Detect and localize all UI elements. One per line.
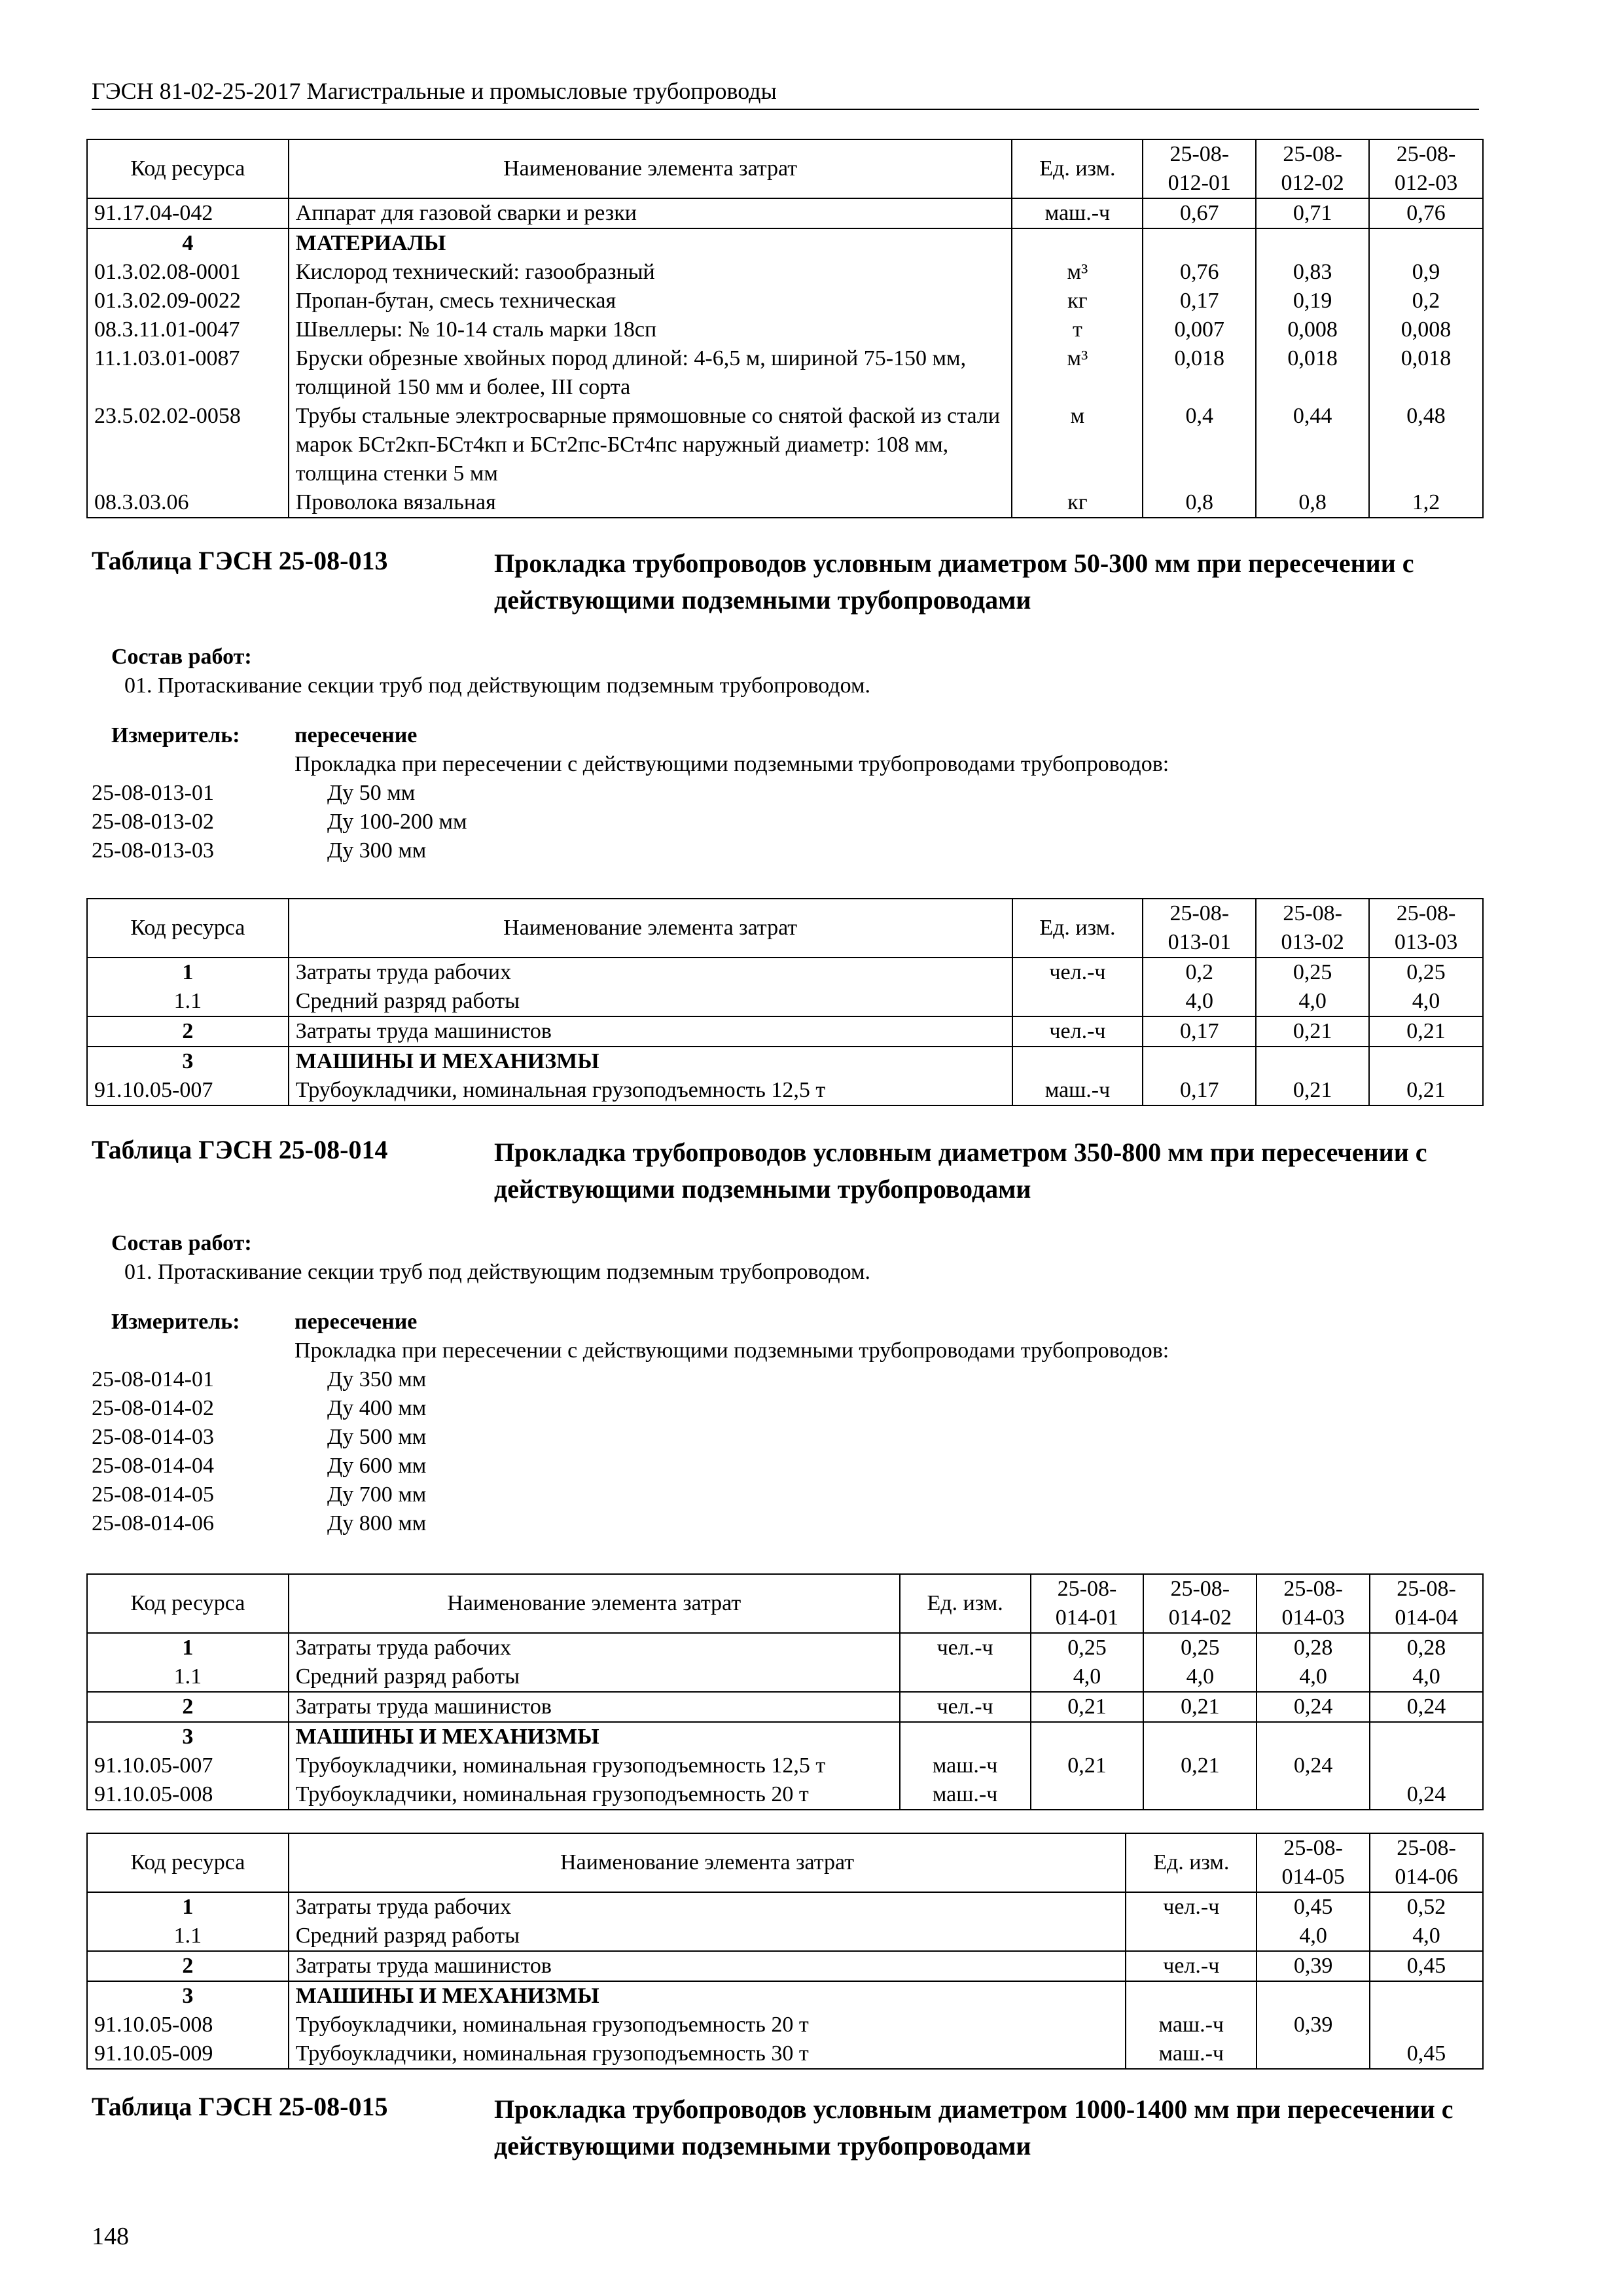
resource-unit xyxy=(1012,228,1143,258)
col-header-norm: 25-08-013-03 xyxy=(1369,899,1483,958)
norm-value: 0,24 xyxy=(1370,1780,1483,1810)
norm-value xyxy=(1257,1981,1370,2011)
resource-code: 3 xyxy=(87,1981,289,2011)
norm-value: 0,52 xyxy=(1370,1892,1483,1922)
col-header-norm: 25-08-012-01 xyxy=(1143,139,1256,198)
resource-unit: м xyxy=(1012,402,1143,488)
table-code: Таблица ГЭСН 25-08-014 xyxy=(92,1135,388,1164)
norm-value: 0,17 xyxy=(1143,1076,1256,1105)
norm-value: 0,25 xyxy=(1031,1633,1144,1662)
resource-name: Кислород технический: газообразный xyxy=(289,258,1012,287)
norm-value: 0,24 xyxy=(1257,1751,1370,1780)
norm-diameter: Ду 100-200 мм xyxy=(327,810,467,834)
table-row xyxy=(87,287,1483,315)
resource-code: 1 xyxy=(87,1633,289,1662)
resource-code: 1.1 xyxy=(87,987,289,1016)
norm-value: 4,0 xyxy=(1031,1662,1144,1692)
composition-text: 01. Протаскивание секции труб под действующим подземным трубопроводом. xyxy=(124,673,870,698)
norm-value: 0,008 xyxy=(1369,315,1483,344)
unit-label: Измеритель: xyxy=(111,1310,240,1334)
col-header-unit: Ед. изм. xyxy=(1126,1833,1257,1892)
col-header-code: Код ресурса xyxy=(87,899,289,958)
norm-diameter: Ду 700 мм xyxy=(327,1482,427,1507)
norm-code: 25-08-014-06 xyxy=(92,1511,214,1535)
list-item xyxy=(92,1394,1466,1423)
norm-diameter: Ду 400 мм xyxy=(327,1396,427,1420)
page-number: 148 xyxy=(92,2223,129,2250)
norm-description: Прокладка при пересечении с действующими подземными трубопроводами трубопроводов: xyxy=(294,752,1169,776)
table-row xyxy=(87,1922,1483,1951)
norm-diameter: Ду 350 мм xyxy=(327,1367,427,1391)
list-item xyxy=(92,1365,1466,1394)
norm-value xyxy=(1257,2039,1370,2069)
resource-code: 2 xyxy=(87,1016,289,1047)
table-row xyxy=(87,2039,1483,2069)
resource-unit: кг xyxy=(1012,287,1143,315)
resource-name: Проволока вязальная xyxy=(289,488,1012,518)
resource-name: Трубоукладчики, номинальная грузоподъемность 12,5 т xyxy=(289,1751,900,1780)
resource-unit: т xyxy=(1012,315,1143,344)
resource-code: 1.1 xyxy=(87,1922,289,1951)
norm-value: 0,2 xyxy=(1369,287,1483,315)
resource-name: Затраты труда рабочих xyxy=(289,958,1012,987)
norm-value: 0,28 xyxy=(1257,1633,1370,1662)
table-row xyxy=(87,1047,1483,1076)
col-header-norm: 25-08-014-06 xyxy=(1370,1833,1483,1892)
col-header-name: Наименование элемента затрат xyxy=(289,139,1012,198)
col-header-name: Наименование элемента затрат xyxy=(289,899,1012,958)
unit-value: пересечение xyxy=(294,1310,418,1334)
resource-name: Затраты труда рабочих xyxy=(289,1892,1126,1922)
norm-value: 0,21 xyxy=(1031,1692,1144,1722)
norm-value: 0,2 xyxy=(1143,958,1256,987)
resource-unit: чел.-ч xyxy=(1126,1892,1257,1922)
col-header-norm: 25-08-014-02 xyxy=(1143,1574,1257,1633)
resource-code: 4 xyxy=(87,228,289,258)
unit-value: пересечение xyxy=(294,723,418,747)
table-row xyxy=(87,228,1483,258)
norm-value: 0,018 xyxy=(1143,344,1256,402)
norm-code: 25-08-014-05 xyxy=(92,1482,214,1507)
resource-unit: маш.-ч xyxy=(1012,198,1143,228)
resource-code: 3 xyxy=(87,1047,289,1076)
col-header-code: Код ресурса xyxy=(87,139,289,198)
norm-value: 0,9 xyxy=(1369,258,1483,287)
resource-name: Трубоукладчики, номинальная грузоподъемность 12,5 т xyxy=(289,1076,1012,1105)
norm-value: 0,008 xyxy=(1256,315,1369,344)
composition-text: 01. Протаскивание секции труб под действующим подземным трубопроводом. xyxy=(124,1260,870,1284)
norm-value: 0,21 xyxy=(1143,1692,1257,1722)
norm-value: 0,76 xyxy=(1369,198,1483,228)
resource-name: Средний разряд работы xyxy=(289,1662,900,1692)
col-header-unit: Ед. изм. xyxy=(1012,899,1143,958)
resource-code: 08.3.03.06 xyxy=(87,488,289,518)
table-row xyxy=(87,2011,1483,2039)
norm-value: 0,24 xyxy=(1370,1692,1483,1722)
norm-value: 0,83 xyxy=(1256,258,1369,287)
resource-unit xyxy=(1012,1047,1143,1076)
norm-value: 0,8 xyxy=(1256,488,1369,518)
col-header-norm: 25-08-013-02 xyxy=(1256,899,1369,958)
table-row xyxy=(87,198,1483,228)
norm-value xyxy=(1143,1722,1257,1751)
list-item xyxy=(92,836,1466,865)
norm-value xyxy=(1031,1722,1144,1751)
norm-code: 25-08-014-03 xyxy=(92,1425,214,1449)
norm-value: 0,21 xyxy=(1031,1751,1144,1780)
norm-diameter: Ду 800 мм xyxy=(327,1511,427,1535)
table-row xyxy=(87,1076,1483,1105)
norm-value xyxy=(1256,1047,1369,1076)
composition-label: Состав работ: xyxy=(111,645,252,669)
norm-value: 0,17 xyxy=(1143,1016,1256,1047)
norm-value: 0,4 xyxy=(1143,402,1256,488)
norm-diameter: Ду 300 мм xyxy=(327,838,427,863)
norm-value: 4,0 xyxy=(1369,987,1483,1016)
norm-value: 0,21 xyxy=(1143,1751,1257,1780)
norm-value xyxy=(1370,1751,1483,1780)
resource-table-25-08-014-b xyxy=(86,1833,1484,2070)
resource-unit xyxy=(900,1662,1031,1692)
table-row xyxy=(87,258,1483,287)
resource-unit: м³ xyxy=(1012,344,1143,402)
norm-value: 0,007 xyxy=(1143,315,1256,344)
resource-code: 2 xyxy=(87,1951,289,1981)
norm-value: 0,25 xyxy=(1256,958,1369,987)
norm-value xyxy=(1369,228,1483,258)
table-row xyxy=(87,315,1483,344)
norm-diameter: Ду 50 мм xyxy=(327,781,416,805)
table-row xyxy=(87,488,1483,518)
table-title: Прокладка трубопроводов условным диаметром 350-800 мм при пересечении с действующими подземными трубопроводами xyxy=(494,1138,1427,1204)
resource-name: Аппарат для газовой сварки и резки xyxy=(289,198,1012,228)
resource-unit: чел.-ч xyxy=(1126,1951,1257,1981)
table-code: Таблица ГЭСН 25-08-013 xyxy=(92,546,388,575)
norm-value: 0,76 xyxy=(1143,258,1256,287)
resource-unit: чел.-ч xyxy=(1012,958,1143,987)
norm-value: 0,17 xyxy=(1143,287,1256,315)
norm-value: 4,0 xyxy=(1370,1662,1483,1692)
resource-unit xyxy=(900,1722,1031,1751)
resource-name: Затраты труда машинистов xyxy=(289,1951,1126,1981)
resource-code: 23.5.02.02-0058 xyxy=(87,402,289,488)
resource-name: Пропан-бутан, смесь техническая xyxy=(289,287,1012,315)
norm-value xyxy=(1031,1780,1144,1810)
table-row xyxy=(87,1016,1483,1047)
resource-name: Затраты труда машинистов xyxy=(289,1016,1012,1047)
resource-code: 1 xyxy=(87,1892,289,1922)
norm-value: 0,25 xyxy=(1369,958,1483,987)
norm-code: 25-08-014-04 xyxy=(92,1454,214,1478)
resource-code: 91.10.05-008 xyxy=(87,1780,289,1810)
resource-unit: чел.-ч xyxy=(1012,1016,1143,1047)
composition-label: Состав работ: xyxy=(111,1231,252,1255)
resource-unit: маш.-ч xyxy=(1126,2011,1257,2039)
resource-table-25-08-014-a xyxy=(86,1573,1484,1810)
norm-value: 1,2 xyxy=(1369,488,1483,518)
norm-value: 0,8 xyxy=(1143,488,1256,518)
norm-code: 25-08-014-01 xyxy=(92,1367,214,1391)
resource-code: 91.10.05-007 xyxy=(87,1751,289,1780)
norm-value: 0,67 xyxy=(1143,198,1256,228)
resource-code: 91.17.04-042 xyxy=(87,198,289,228)
resource-name: Затраты труда машинистов xyxy=(289,1692,900,1722)
resource-unit: чел.-ч xyxy=(900,1692,1031,1722)
resource-code: 1.1 xyxy=(87,1662,289,1692)
work-description-013 xyxy=(92,643,1466,865)
list-item xyxy=(92,1509,1466,1538)
norm-value: 0,39 xyxy=(1257,1951,1370,1981)
col-header-norm: 25-08-012-02 xyxy=(1256,139,1369,198)
list-item xyxy=(92,779,1466,808)
list-item xyxy=(92,1480,1466,1509)
norm-value: 0,48 xyxy=(1369,402,1483,488)
resource-unit xyxy=(1126,1981,1257,2011)
norm-value: 0,19 xyxy=(1256,287,1369,315)
table-row xyxy=(87,1981,1483,2011)
norm-value: 0,018 xyxy=(1369,344,1483,402)
resource-code: 91.10.05-007 xyxy=(87,1076,289,1105)
norm-value: 0,39 xyxy=(1257,2011,1370,2039)
table-row xyxy=(87,1692,1483,1722)
resource-unit: чел.-ч xyxy=(900,1633,1031,1662)
norm-value: 4,0 xyxy=(1143,987,1256,1016)
table-row xyxy=(87,402,1483,488)
norm-value xyxy=(1143,1047,1256,1076)
resource-name: Трубоукладчики, номинальная грузоподъемность 30 т xyxy=(289,2039,1126,2069)
norm-value xyxy=(1257,1780,1370,1810)
norm-value: 4,0 xyxy=(1257,1922,1370,1951)
list-item xyxy=(92,808,1466,836)
norm-value xyxy=(1257,1722,1370,1751)
resource-table-25-08-013 xyxy=(86,898,1484,1106)
resource-table-25-08-012 xyxy=(86,139,1484,518)
norm-value: 0,21 xyxy=(1369,1016,1483,1047)
norm-value: 0,71 xyxy=(1256,198,1369,228)
col-header-code: Код ресурса xyxy=(87,1833,289,1892)
resource-unit: маш.-ч xyxy=(1126,2039,1257,2069)
resource-name: Средний разряд работы xyxy=(289,1922,1126,1951)
list-item xyxy=(92,1452,1466,1480)
norm-value: 0,018 xyxy=(1256,344,1369,402)
norm-value xyxy=(1369,1047,1483,1076)
resource-code: 1 xyxy=(87,958,289,987)
norm-value: 0,24 xyxy=(1257,1692,1370,1722)
section-heading: МАТЕРИАЛЫ xyxy=(289,228,1012,258)
resource-code: 01.3.02.08-0001 xyxy=(87,258,289,287)
norm-code: 25-08-013-03 xyxy=(92,838,214,863)
table-row xyxy=(87,1751,1483,1780)
norm-value: 0,21 xyxy=(1256,1076,1369,1105)
table-code: Таблица ГЭСН 25-08-015 xyxy=(92,2092,388,2121)
table-row xyxy=(87,1780,1483,1810)
col-header-name: Наименование элемента затрат xyxy=(289,1574,900,1633)
col-header-norm: 25-08-014-01 xyxy=(1031,1574,1144,1633)
norm-value: 0,21 xyxy=(1256,1016,1369,1047)
col-header-norm: 25-08-014-04 xyxy=(1370,1574,1483,1633)
col-header-unit: Ед. изм. xyxy=(900,1574,1031,1633)
norm-diameter: Ду 600 мм xyxy=(327,1454,427,1478)
norm-value xyxy=(1370,2011,1483,2039)
norm-value xyxy=(1143,228,1256,258)
col-header-norm: 25-08-014-05 xyxy=(1257,1833,1370,1892)
norm-code: 25-08-014-02 xyxy=(92,1396,214,1420)
resource-code: 08.3.11.01-0047 xyxy=(87,315,289,344)
resource-name: Затраты труда рабочих xyxy=(289,1633,900,1662)
norm-value: 0,45 xyxy=(1370,1951,1483,1981)
section-heading: МАШИНЫ И МЕХАНИЗМЫ xyxy=(289,1047,1012,1076)
resource-code: 2 xyxy=(87,1692,289,1722)
norm-value xyxy=(1256,228,1369,258)
norm-value: 4,0 xyxy=(1370,1922,1483,1951)
table-title: Прокладка трубопроводов условным диаметром 50-300 мм при пересечении с действующими подземными трубопроводами xyxy=(494,548,1414,615)
table-row xyxy=(87,1951,1483,1981)
col-header-name: Наименование элемента затрат xyxy=(289,1833,1126,1892)
norm-value xyxy=(1143,1780,1257,1810)
running-header: ГЭСН 81-02-25-2017 Магистральные и промысловые трубопроводы xyxy=(92,77,1479,110)
norm-value xyxy=(1370,1981,1483,2011)
norm-value: 0,21 xyxy=(1369,1076,1483,1105)
unit-label: Измеритель: xyxy=(111,723,240,747)
norm-value: 0,28 xyxy=(1370,1633,1483,1662)
resource-name: Трубоукладчики, номинальная грузоподъемность 20 т xyxy=(289,2011,1126,2039)
table-row xyxy=(87,1892,1483,1922)
norm-value: 0,45 xyxy=(1370,2039,1483,2069)
resource-unit xyxy=(1012,987,1143,1016)
norm-value: 4,0 xyxy=(1257,1662,1370,1692)
table-row xyxy=(87,958,1483,987)
table-row xyxy=(87,987,1483,1016)
resource-unit: м³ xyxy=(1012,258,1143,287)
norm-value: 4,0 xyxy=(1256,987,1369,1016)
resource-code: 11.1.03.01-0087 xyxy=(87,344,289,402)
table-row xyxy=(87,1722,1483,1751)
resource-unit: маш.-ч xyxy=(1012,1076,1143,1105)
list-item xyxy=(92,1423,1466,1452)
resource-code: 91.10.05-008 xyxy=(87,2011,289,2039)
table-title: Прокладка трубопроводов условным диаметром 1000-1400 мм при пересечении с действующими подземными трубопроводами xyxy=(494,2094,1454,2161)
resource-name: Трубоукладчики, номинальная грузоподъемность 20 т xyxy=(289,1780,900,1810)
col-header-norm: 25-08-013-01 xyxy=(1143,899,1256,958)
norm-diameter: Ду 500 мм xyxy=(327,1425,427,1449)
norm-description: Прокладка при пересечении с действующими подземными трубопроводами трубопроводов: xyxy=(294,1338,1169,1363)
norm-code: 25-08-013-02 xyxy=(92,810,214,834)
norm-value xyxy=(1370,1722,1483,1751)
resource-code: 3 xyxy=(87,1722,289,1751)
section-heading: МАШИНЫ И МЕХАНИЗМЫ xyxy=(289,1981,1126,2011)
work-description-014 xyxy=(92,1229,1466,1538)
resource-unit: кг xyxy=(1012,488,1143,518)
resource-name: Трубы стальные электросварные прямошовные со снятой фаской из стали марок БСт2кп-БСт4кп и БСт2пс-БСт4пс наружный диаметр: 108 мм, толщина стенки 5 мм xyxy=(289,402,1012,488)
resource-code: 91.10.05-009 xyxy=(87,2039,289,2069)
norm-value: 0,44 xyxy=(1256,402,1369,488)
norm-value: 4,0 xyxy=(1143,1662,1257,1692)
norm-code: 25-08-013-01 xyxy=(92,781,214,805)
section-heading: МАШИНЫ И МЕХАНИЗМЫ xyxy=(289,1722,900,1751)
resource-unit xyxy=(1126,1922,1257,1951)
col-header-unit: Ед. изм. xyxy=(1012,139,1143,198)
resource-name: Швеллеры: № 10-14 сталь марки 18сп xyxy=(289,315,1012,344)
col-header-code: Код ресурса xyxy=(87,1574,289,1633)
resource-unit: маш.-ч xyxy=(900,1780,1031,1810)
table-row xyxy=(87,1662,1483,1692)
resource-name: Средний разряд работы xyxy=(289,987,1012,1016)
col-header-norm: 25-08-014-03 xyxy=(1257,1574,1370,1633)
resource-unit: маш.-ч xyxy=(900,1751,1031,1780)
resource-code: 01.3.02.09-0022 xyxy=(87,287,289,315)
col-header-norm: 25-08-012-03 xyxy=(1369,139,1483,198)
table-row xyxy=(87,344,1483,402)
table-row xyxy=(87,1633,1483,1662)
norm-value: 0,45 xyxy=(1257,1892,1370,1922)
norm-value: 0,25 xyxy=(1143,1633,1257,1662)
resource-name: Бруски обрезные хвойных пород длиной: 4-6,5 м, шириной 75-150 мм, толщиной 150 мм и более, III сорта xyxy=(289,344,1012,402)
